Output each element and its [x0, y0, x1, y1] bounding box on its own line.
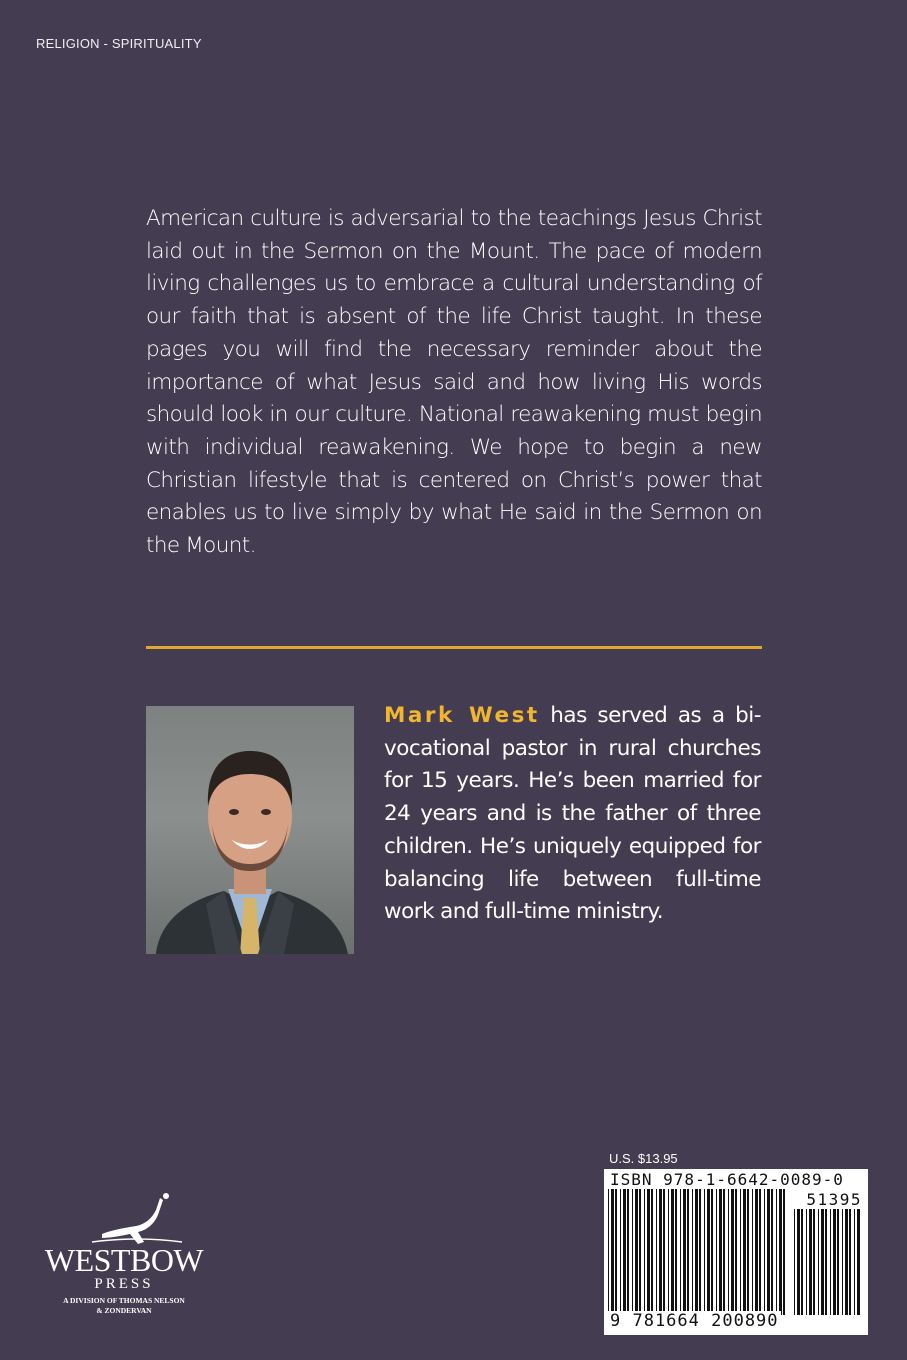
price-code: 51395 [806, 1190, 862, 1209]
category-label: RELIGION - SPIRITUALITY [36, 36, 202, 51]
author-bio [384, 700, 761, 929]
publisher-logo [32, 1192, 216, 1324]
publisher-division-line1: A DIVISION OF THOMAS NELSON [63, 1296, 185, 1305]
barcode-addon-bars [794, 1209, 862, 1315]
ean-number: 9 781664 200890 [610, 1311, 779, 1331]
book-description: American culture is adversarial to the teachings Jesus Christ laid out in the Sermon on the Mount. The pace of modern living challenges us to embrace a cultural understanding of our faith that is absent of the life Christ taught. In these pages you will find the necessary reminder about the importance of what Jesus said and how living His words should look in our culture. National reawakening must begin with individual reawakening. We hope to begin a new Christian lifestyle that is centered on Christ’s power that enables us to live simply by what He said in the Sermon on the Mount. [146, 206, 762, 559]
barcode [604, 1169, 868, 1335]
price-label: U.S. $13.95 [609, 1151, 678, 1166]
reaching-figure-icon [32, 1192, 216, 1248]
isbn-text: ISBN 978-1-6642-0089-0 [610, 1170, 844, 1189]
publisher-division-line2: & ZONDERVAN [96, 1306, 152, 1315]
author-bio-text: has served as a bi-vocational pastor in rural churches for 15 years. He’s been married for 24 years and is the father of three children. He’s uniquely equipped for balancing life between full-time work and full-time ministry. [384, 703, 761, 925]
author-photo [146, 706, 354, 954]
barcode-bars [608, 1189, 790, 1315]
author-name: Mark West [384, 703, 540, 728]
publisher-imprint: PRESS [94, 1276, 154, 1292]
section-divider [146, 646, 762, 649]
publisher-name: WESTBOW [44, 1242, 204, 1278]
